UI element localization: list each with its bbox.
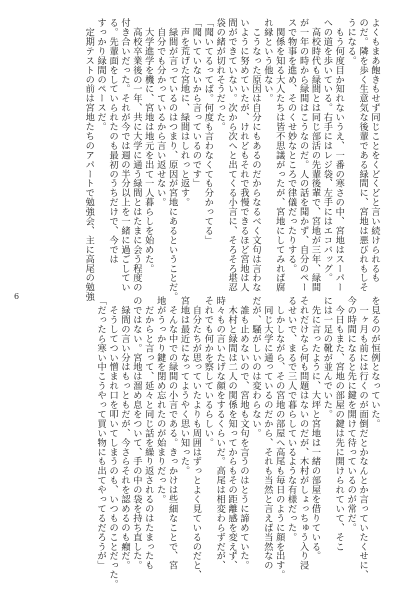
- text-line: のだ。隣を歩く生意気な後輩である緑間に、宮地は悪びれもしそ: [357, 18, 369, 293]
- text-line: それでも何かを察しているらしい。: [202, 296, 214, 448]
- text-line: を見るのが恒例となっていた。: [369, 296, 380, 429]
- text-line: 袋の緒が切れそうだった。: [214, 18, 226, 132]
- text-line: よくもまあ飽きもせず同じことをくどくどと言い続けられるも: [369, 18, 380, 283]
- text-line: 宮地は最近になってようやく思い知った。: [178, 296, 190, 476]
- text-line: れ縁という他ない。: [261, 18, 273, 104]
- text-line: 定期テストの前は宮地たちのアパートで勉強会、主に高尾の勉強: [83, 18, 95, 302]
- text-line: 声を荒げた宮地に、緑間はしれっと返す。: [178, 18, 190, 207]
- text-line: うになる。: [345, 18, 357, 66]
- text-line: 時々もの言いたげな顔をするくらいだ。高尾は相変わらずだが、: [214, 296, 226, 571]
- text-line: 付き合いだった。それが今では週の半分以上を一緒に過ごしてい: [118, 18, 130, 293]
- text-line: そんな中での緑間の小言である。きっかけは些細なことで、宮: [166, 296, 178, 571]
- text-line: のではない。宮地は溜め息をついて、手の中の袋を持ち直した。: [130, 296, 142, 571]
- text-line: だからと言って、延々と同じ話を繰り返されるのはたまったも: [142, 296, 154, 571]
- text-line: スで物事を進め、そのくせ妙なところで律儀だったりする。: [285, 18, 297, 274]
- text-line: 高校卒業後の一年、共に大学に通う緑間とはたまに会う程度の: [130, 18, 142, 293]
- upper-text-block: [82, 18, 380, 302]
- text-line: が一年の時から緑間はこうなのだ。人の話を聞かず、自分のペー: [297, 18, 309, 293]
- text-line: 自分でも分かっているから言い返せない。: [154, 18, 166, 207]
- text-line: るせいで、まるで三人で暮らしているような有様だった。: [285, 296, 297, 542]
- text-line: しかしながら、その宮地の部屋へ高尾も毎日のように顔を出す。: [273, 296, 285, 580]
- text-line: には一足の靴が並んでいた。: [321, 296, 333, 419]
- text-line: いように努めていたが、けれどもそれで我慢できるほど宮地は人: [238, 18, 250, 293]
- text-line: 間ができていない。次から次へと出てくる小言に、そろそろ堪忍: [226, 18, 238, 293]
- text-line: 高校時代も緑間とは同じ部活の先輩後輩で、宮地が三年、緑間: [309, 18, 321, 293]
- text-line: 今の時間になると先に鍵を開けて待っているのが常だ。: [345, 296, 357, 533]
- text-line: 緑間の言い分はもっともだが、今さらそれを認めるのも癪だ。: [118, 296, 130, 571]
- page-number: 6: [14, 292, 20, 301]
- text-line: 自分たちが思っていたよりも周囲はずっとよく見ているのだと、: [190, 296, 202, 580]
- text-line: 大学進学を機に、宮地は地元を出て一人暮らしを始めた。: [142, 18, 154, 274]
- text-line: への道を歩いている。右手にはレジ袋、左手にはエコバッグ。: [321, 18, 333, 283]
- text-line: 「聞いてるってば。何度も言わなくても分かってる」: [202, 18, 214, 245]
- text-line: 先に言ったように、大坪と宮地は一緒の部屋を借りている。: [309, 296, 321, 561]
- text-line: すっかり緑間のペースだ。: [95, 18, 107, 132]
- text-line: 同じ大学に通っているのだから、それも当然と言えば当然なの: [261, 296, 273, 571]
- text-line: 「だったら寒い中こうやって買い物にも出てやってるだろうが」: [95, 296, 107, 571]
- text-line: 誰も止めないので、宮地も文句を言うのはとうに諦めていた。: [238, 296, 250, 571]
- lower-text-block: [94, 296, 380, 589]
- text-line: こうなった原因は自分にもあるのだからなるべく文句は言わな: [249, 18, 261, 293]
- text-line: もう何度目か知れないうえ、一番の寒さの中、宮地はスーパー: [333, 18, 345, 293]
- text-line: それだけなら何も問題はないのだが、木村がしょっちゅう入り浸: [297, 296, 309, 571]
- text-line: 「聞いていないから言っているのです」: [190, 18, 202, 189]
- text-line: だが、騒がしいのは変わらない。: [249, 296, 261, 438]
- text-line: 木村と緑間は二人の関係を知ってからもその距離感を変えず、: [226, 296, 238, 571]
- text-line: 関係を知る大人たちは皆不思議がったが、宮地にしてみれば腐: [273, 18, 285, 293]
- text-line: 緑間が言っているのはつまり、原因が宮地にあるということだ。: [166, 18, 178, 302]
- text-line: 一ヶ月も前には行くのが面倒だとかなんとか言っていたくせに、: [357, 296, 369, 580]
- text-line: る。先輩面をしていられたのも最初のうちだけで、今では: [107, 18, 119, 264]
- text-line: そうしてつい憎まれ口を叩いてしまうのも、いつものことだった。: [107, 296, 119, 589]
- text-line: 地がうっかり鍵を閉め忘れたのが始まりだった。: [154, 296, 166, 504]
- text-line: 今日もまた、宮地の部屋の鍵は先に開けられていて、そこ: [333, 296, 345, 552]
